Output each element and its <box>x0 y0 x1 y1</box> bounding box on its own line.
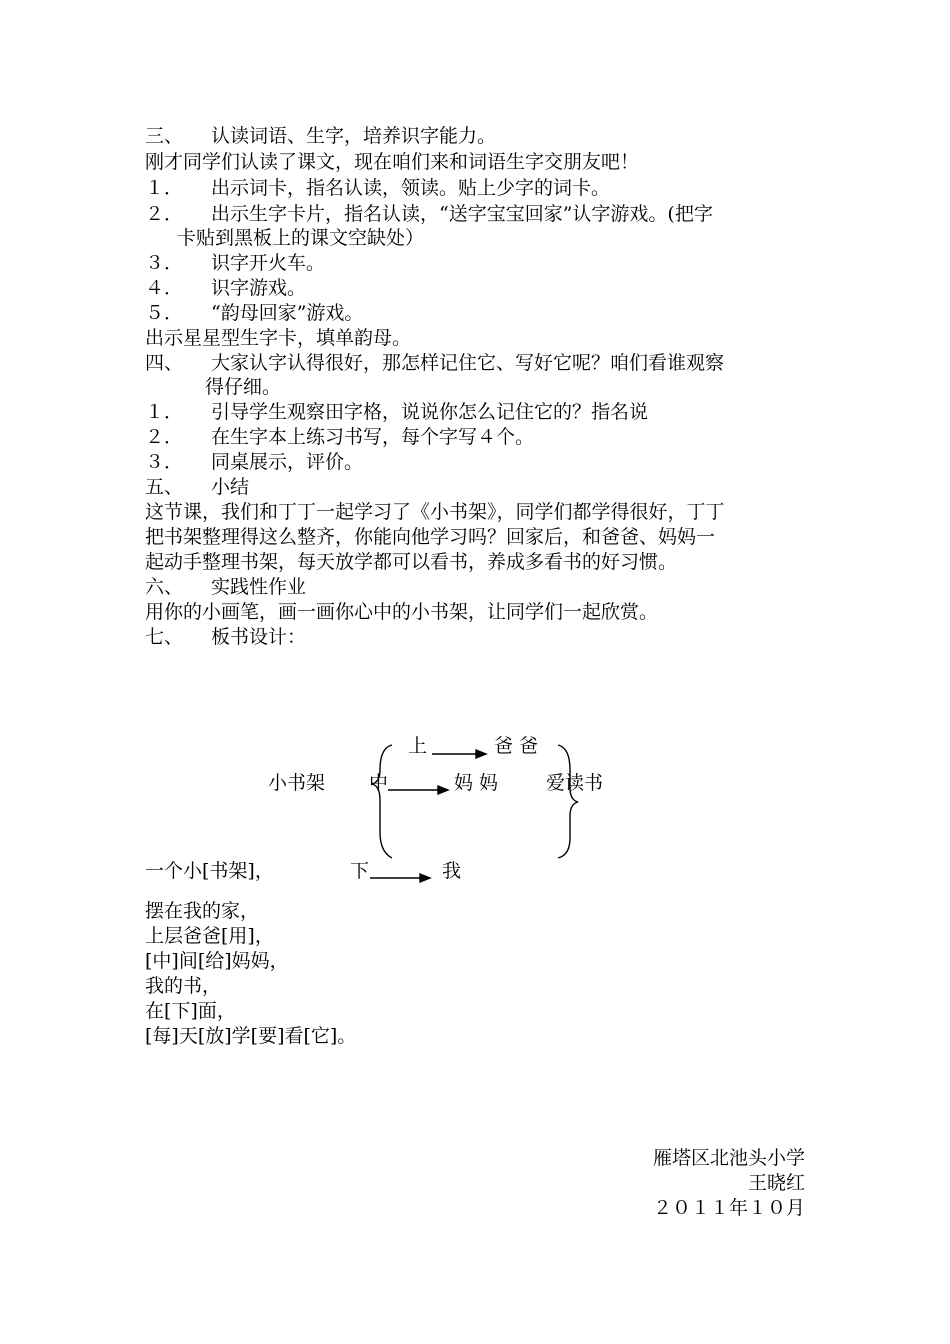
section6-para: 用你的小画笔，画一画你心中的小书架，让同学们一起欣赏。 <box>145 601 659 623</box>
signature-school: 雁塔区北池头小学 <box>652 1147 805 1169</box>
poem-line-1: 一个小[书架]， <box>145 860 274 882</box>
section-number: 三、 <box>145 125 184 147</box>
section5-heading: 五、 小结 <box>145 476 250 498</box>
right-brace <box>558 745 578 858</box>
board-right-label: 爱读书 <box>546 772 604 794</box>
section3-item-5: ５． “韵母回家”游戏。 <box>145 302 364 324</box>
board-mid-to: 妈 妈 <box>454 772 499 794</box>
section4-heading: 四、 大家认字认得很好，那怎样记住它、写好它呢？咱们看谁观察 <box>145 352 725 374</box>
poem-line-2: 摆在我的家， <box>145 900 260 922</box>
section3-item-3: ３． 识字开火车。 <box>145 252 326 274</box>
section3-item-2: ２． 出示生字卡片，指名认读，“送字宝宝回家”认字游戏。(把字 <box>145 203 713 225</box>
poem-line-3: 上层爸爸[用]， <box>145 925 274 947</box>
section5-para-line-1: 这节课，我们和丁丁一起学习了《小书架》，同学们都学得很好，丁丁 <box>145 501 725 523</box>
section3-heading: 三、 认读词语、生字，培养识字能力。 <box>145 125 497 147</box>
signature-date: ２０１１年１０月 <box>652 1197 805 1219</box>
board-left-label: 小书架 <box>268 772 326 794</box>
poem-line-6: 在[下]面， <box>145 1000 236 1022</box>
section4-item-1: １． 引导学生观察田字格，说说你怎么记住它的？指名说 <box>145 401 649 423</box>
poem-line-5: 我的书， <box>145 975 222 997</box>
signature-name: 王晓红 <box>747 1172 805 1194</box>
section3-item-4: ４． 识字游戏。 <box>145 277 307 299</box>
left-brace <box>372 745 392 858</box>
section3-intro: 刚才同学们认读了课文，现在咱们来和词语生字交朋友吧！ <box>145 151 640 173</box>
section4-item-2: ２． 在生字本上练习书写，每个字写４个。 <box>145 426 535 448</box>
section5-para-line-2: 把书架整理得这么整齐，你能向他学习吗？回家后，和爸爸、妈妈一 <box>145 526 716 548</box>
poem-line-7: [每]天[放]学[要]看[它]。 <box>145 1025 357 1047</box>
arrow-bottom <box>370 874 430 882</box>
section6-heading: 六、 实践性作业 <box>145 576 307 598</box>
board-bottom-to: 我 <box>442 860 462 882</box>
arrow-middle <box>388 786 448 794</box>
section3-item-1: １． 出示词卡，指名认读，领读。贴上少字的词卡。 <box>145 177 611 199</box>
board-top-from: 上 <box>408 735 428 757</box>
section7-heading: 七、 板书设计： <box>145 626 307 648</box>
section5-para-line-3: 起动手整理书架，每天放学都可以看书，养成多看书的好习惯。 <box>145 551 678 573</box>
section4-item-3: ３． 同桌展示，评价。 <box>145 451 364 473</box>
board-mid-from: 中 <box>369 772 389 794</box>
section3-item-2-cont: 卡贴到黑板上的课文空缺处） <box>177 227 425 249</box>
arrow-top <box>432 750 486 758</box>
board-bottom-from: 下 <box>350 860 370 882</box>
section3-after: 出示星星型生字卡，填单韵母。 <box>145 327 412 349</box>
board-top-to: 爸 爸 <box>494 735 539 757</box>
poem-line-4: [中]间[给]妈妈， <box>145 950 289 972</box>
section4-heading-cont: 得仔细。 <box>205 376 282 398</box>
